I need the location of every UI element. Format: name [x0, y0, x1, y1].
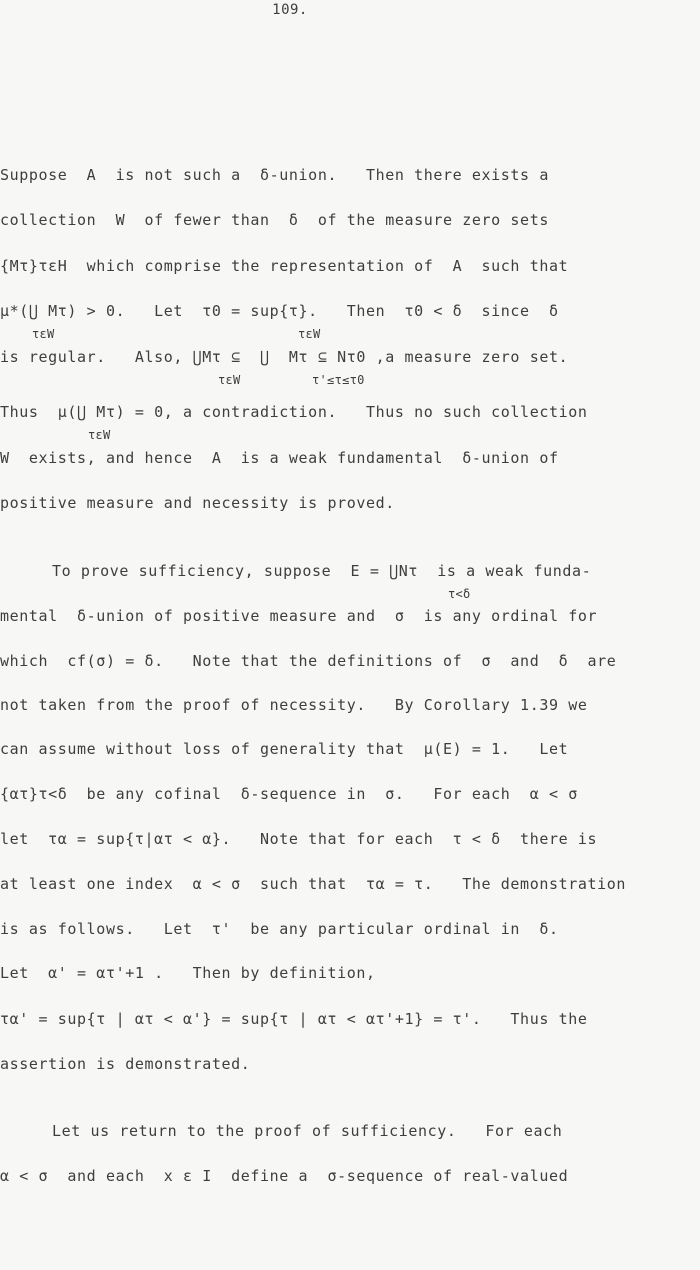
- page-number: 109.: [272, 2, 308, 18]
- text-line: Suppose A is not such a δ-union. Then there exists a: [0, 166, 549, 184]
- union-index-subscript: τ'≤τ≤τ0: [312, 373, 365, 387]
- union-index-subscript: τ<δ: [448, 587, 471, 601]
- text-line: positive measure and necessity is proved.: [0, 494, 395, 512]
- text-line: collection W of fewer than δ of the measure zero sets: [0, 211, 549, 229]
- text-line: τα' = sup{τ | ατ < α'} = sup{τ | ατ < ατ'+1} = τ'. Thus the: [0, 1010, 588, 1028]
- text-line: Let α' = ατ'+1 . Then by definition,: [0, 964, 376, 982]
- text-line: α < σ and each x ε I define a σ-sequence of real-valued: [0, 1167, 569, 1185]
- union-index-subscript: τεW: [88, 428, 111, 442]
- text-line: is regular. Also, ⋃Mτ ⊆ ⋃ Mτ ⊆ Nτ0 ,a measure zero set.: [0, 348, 569, 366]
- text-line: Thus μ(⋃ Mτ) = 0, a contradiction. Thus no such collection: [0, 403, 588, 421]
- text-line: is as follows. Let τ' be any particular ordinal in δ.: [0, 920, 559, 938]
- text-line: mental δ-union of positive measure and σ is any ordinal for: [0, 607, 598, 625]
- text-line: let τα = sup{τ|ατ < α}. Note that for each τ < δ there is: [0, 830, 598, 848]
- text-line: To prove sufficiency, suppose E = ⋃Nτ is a weak funda-: [52, 562, 592, 580]
- text-line: can assume without loss of generality that μ(E) = 1. Let: [0, 740, 569, 758]
- text-line: {Mτ}τεH which comprise the representation of A such that: [0, 257, 569, 275]
- text-line: W exists, and hence A is a weak fundamental δ-union of: [0, 449, 559, 467]
- text-line: which cf(σ) = δ. Note that the definitions of σ and δ are: [0, 652, 617, 670]
- sup-index-subscript: τεW: [298, 327, 321, 341]
- text-line: Let us return to the proof of sufficiency. For each: [52, 1122, 563, 1140]
- text-line: at least one index α < σ such that τα = τ. The demonstration: [0, 875, 626, 893]
- text-line: μ*(⋃ Mτ) > 0. Let τ0 = sup{τ}. Then τ0 < δ since δ: [0, 302, 559, 320]
- text-line: assertion is demonstrated.: [0, 1055, 251, 1073]
- text-line: {ατ}τ<δ be any cofinal δ-sequence in σ. For each α < σ: [0, 785, 578, 803]
- union-index-subscript: τεW: [218, 373, 241, 387]
- text-line: not taken from the proof of necessity. By Corollary 1.39 we: [0, 696, 588, 714]
- union-index-subscript: τεW: [32, 327, 55, 341]
